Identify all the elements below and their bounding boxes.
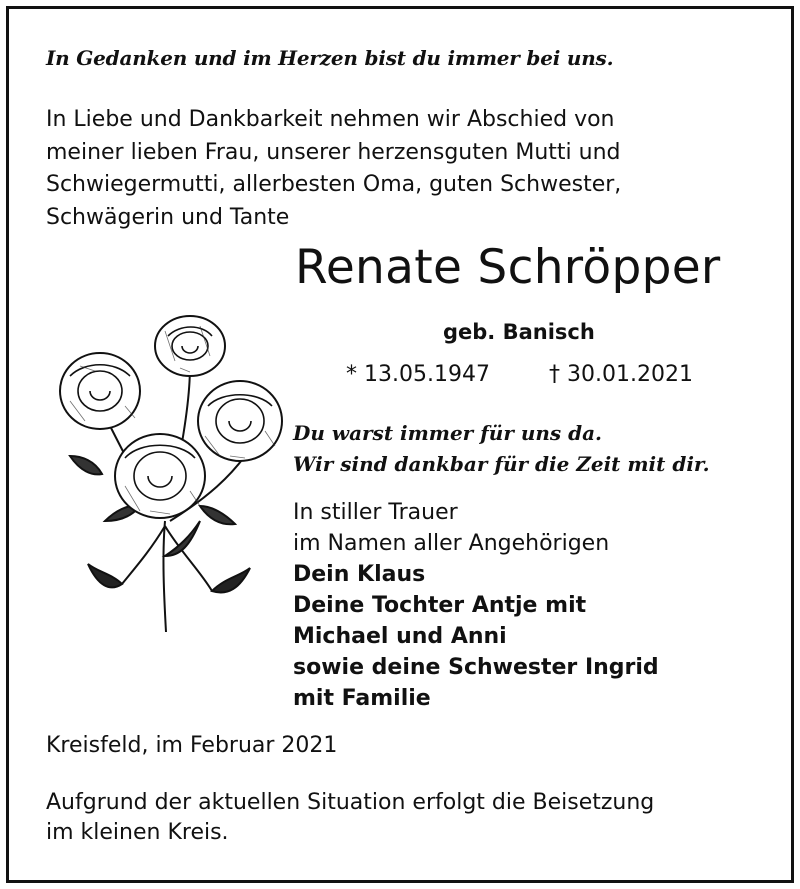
quote [293,418,710,480]
mourner-name: mit Familie [293,686,431,711]
notice-line: Aufgrund der aktuellen Situation erfolgt die Beisetzung [46,790,655,815]
mourning-intro [293,497,609,559]
quote-line: Wir sind dankbar für die Zeit mit dir. [293,452,710,476]
intro-text [46,104,621,234]
mourning-line: im Namen aller Angehörigen [293,531,610,556]
quote-line: Du warst immer für uns da. [293,421,603,445]
notice-line: im kleinen Kreis. [46,820,229,845]
mourner-name: sowie deine Schwester Ingrid [293,655,659,680]
mourner-name: Deine Tochter Antje mit [293,593,587,618]
intro-line: In Liebe und Dankbarkeit nehmen wir Abschied von [46,107,615,132]
burial-notice [46,788,654,848]
intro-line: Schwiegermutti, allerbesten Oma, guten Schwester, [46,172,622,197]
mourner-names [293,559,659,714]
intro-line: Schwägerin und Tante [46,204,290,230]
roses-illustration-icon [40,306,290,636]
mourner-name: Dein Klaus [293,562,426,587]
maiden-name: geb. Banisch [443,320,595,344]
motto: In Gedanken und im Herzen bist du immer bei uns. [46,46,614,70]
death-date: † 30.01.2021 [549,362,693,387]
mourner-name: Michael und Anni [293,624,507,649]
place-date: Kreisfeld, im Februar 2021 [46,733,338,758]
intro-line: meiner lieben Frau, unserer herzensguten Mutti und [46,139,621,165]
birth-date: * 13.05.1947 [346,362,490,387]
mourning-line: In stiller Trauer [293,500,458,525]
deceased-name: Renate Schröpper [295,240,721,295]
